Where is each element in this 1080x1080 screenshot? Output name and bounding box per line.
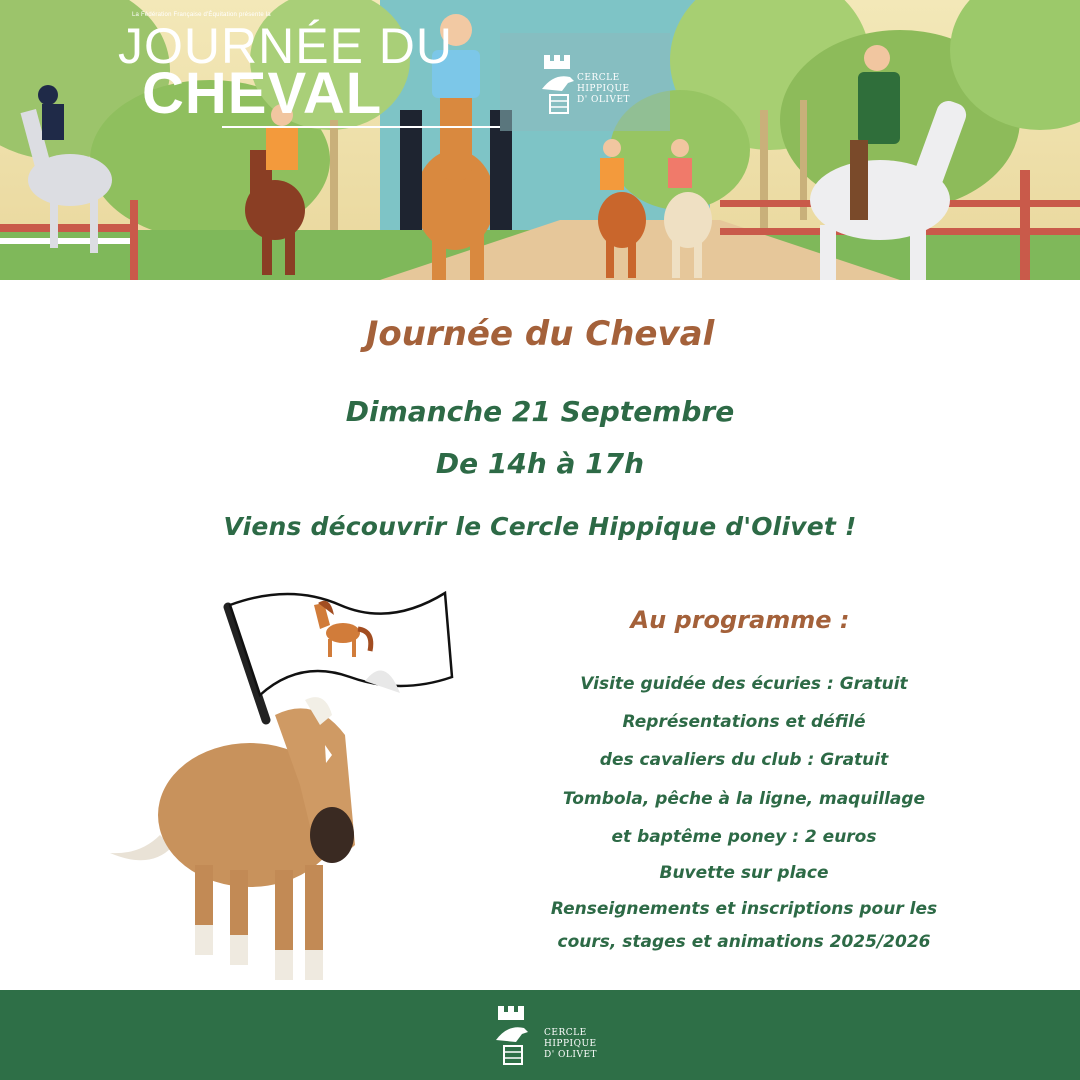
event-title: Journée du Cheval xyxy=(365,314,715,354)
banner-title-line-1: JOURNÉE DU xyxy=(118,18,454,74)
program-item: Tombola, pêche à la ligne, maquillage xyxy=(562,789,926,809)
event-invitation: Viens découvrir le Cercle Hippique d'Olivet ! xyxy=(223,512,857,541)
event-date: Dimanche 21 Septembre xyxy=(345,395,735,428)
palomino-horse-photo xyxy=(110,697,355,980)
castle-horse-logo-icon xyxy=(482,1006,542,1066)
program-item: des cavaliers du club : Gratuit xyxy=(599,750,889,770)
banner-divider xyxy=(222,126,500,128)
program-item: Représentations et défilé xyxy=(622,712,866,732)
banner-title-line-2: CHEVAL xyxy=(142,61,383,126)
event-hours: De 14h à 17h xyxy=(435,447,645,480)
castle-horse-logo-icon xyxy=(540,55,576,115)
program-item: Visite guidée des écuries : Gratuit xyxy=(580,674,908,694)
footer xyxy=(0,990,1080,1080)
flag-and-horse-illustration xyxy=(100,585,460,990)
federation-line: La Fédération Française d'Équitation présente la xyxy=(132,12,271,18)
program-item: Renseignements et inscriptions pour les xyxy=(550,899,938,919)
program-item: et baptême poney : 2 euros xyxy=(611,827,877,847)
program-item: Buvette sur place xyxy=(659,863,829,883)
club-logo-panel xyxy=(500,33,670,131)
footer-club-name: CERCLE HIPPIQUE D' OLIVET xyxy=(544,1028,598,1060)
header-banner xyxy=(0,0,1080,280)
club-name: CERCLE HIPPIQUE D' OLIVET xyxy=(577,73,631,105)
program-item: cours, stages et animations 2025/2026 xyxy=(557,932,931,952)
flag xyxy=(230,593,452,695)
program-title: Au programme : xyxy=(630,606,850,634)
